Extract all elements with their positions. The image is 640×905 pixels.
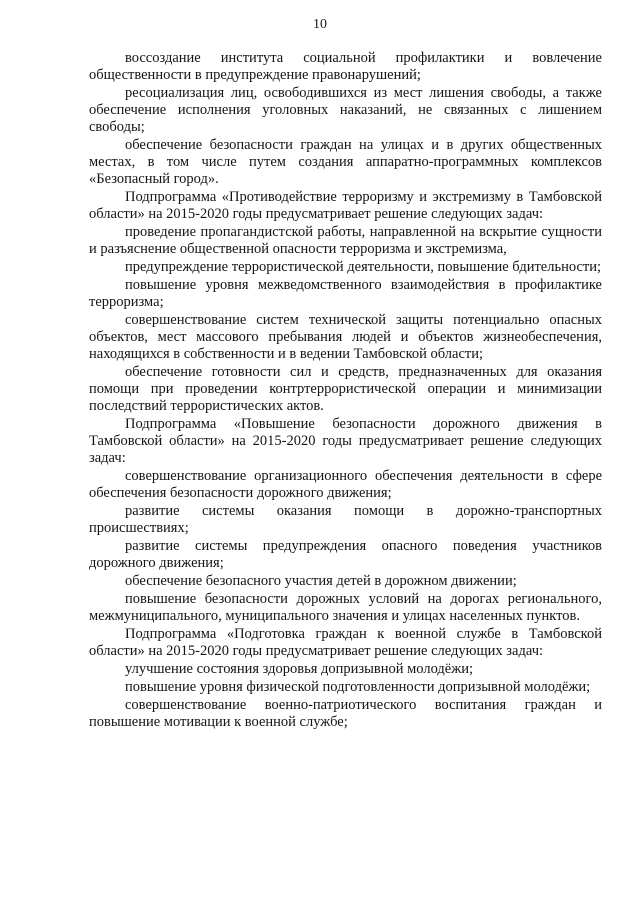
paragraph: развитие системы предупреждения опасного поведения участников дорожного движения; [89, 538, 602, 571]
paragraph: совершенствование систем технической защиты потенциально опасных объектов, мест массового пребывания людей и объектов жизнеобеспечения, находящихся в собственности и в ведении Тамбовской области; [89, 312, 602, 362]
page-number: 10 [313, 17, 327, 32]
paragraph: воссоздание института социальной профилактики и вовлечение общественности в предупреждение правонарушений; [89, 50, 602, 83]
paragraph: повышение безопасности дорожных условий на дорогах регионального, межмуниципального, муниципального значения и улицах населенных пунктов. [89, 591, 602, 624]
paragraph: обеспечение безопасного участия детей в дорожном движении; [125, 573, 517, 589]
paragraph: совершенствование военно-патриотического воспитания граждан и повышение мотивации к военной службе; [89, 697, 602, 730]
paragraph: улучшение состояния здоровья допризывной молодёжи; [125, 661, 474, 677]
paragraph: ресоциализация лиц, освободившихся из мест лишения свободы, а также обеспечение исполнения уголовных наказаний, не связанных с лишением свободы; [89, 85, 602, 135]
paragraph: Подпрограмма «Повышение безопасности дорожного движения в Тамбовской области» на 2015-2020 годы предусматривает решение следующих задач: [89, 416, 602, 466]
paragraph: совершенствование организационного обеспечения деятельности в сфере обеспечения безопасности дорожного движения; [89, 468, 602, 501]
paragraph: предупреждение террористической деятельности, повышение бдительности; [125, 259, 602, 275]
paragraph: обеспечение готовности сил и средств, предназначенных для оказания помощи при проведении контртеррористической операции и минимизации последствий террористических актов. [89, 364, 602, 414]
paragraph: проведение пропагандистской работы, направленной на вскрытие сущности и разъяснение общественной опасности терроризма и экстремизма, [89, 224, 602, 257]
paragraph: развитие системы оказания помощи в дорожно-транспортных происшествиях; [89, 503, 602, 536]
document-body [89, 50, 602, 732]
paragraph: Подпрограмма «Подготовка граждан к военной службе в Тамбовской области» на 2015-2020 годы предусматривает решение следующих задач: [89, 626, 602, 659]
paragraph: повышение уровня межведомственного взаимодействия в профилактике терроризма; [89, 277, 602, 310]
paragraph: повышение уровня физической подготовленности допризывной молодёжи; [125, 679, 591, 695]
paragraph: обеспечение безопасности граждан на улицах и в других общественных местах, в том числе путем создания аппаратно-программных комплексов «Безопасный город». [89, 137, 602, 187]
paragraph: Подпрограмма «Противодействие терроризму и экстремизму в Тамбовской области» на 2015-2020 годы предусматривает решение следующих задач: [89, 189, 602, 222]
